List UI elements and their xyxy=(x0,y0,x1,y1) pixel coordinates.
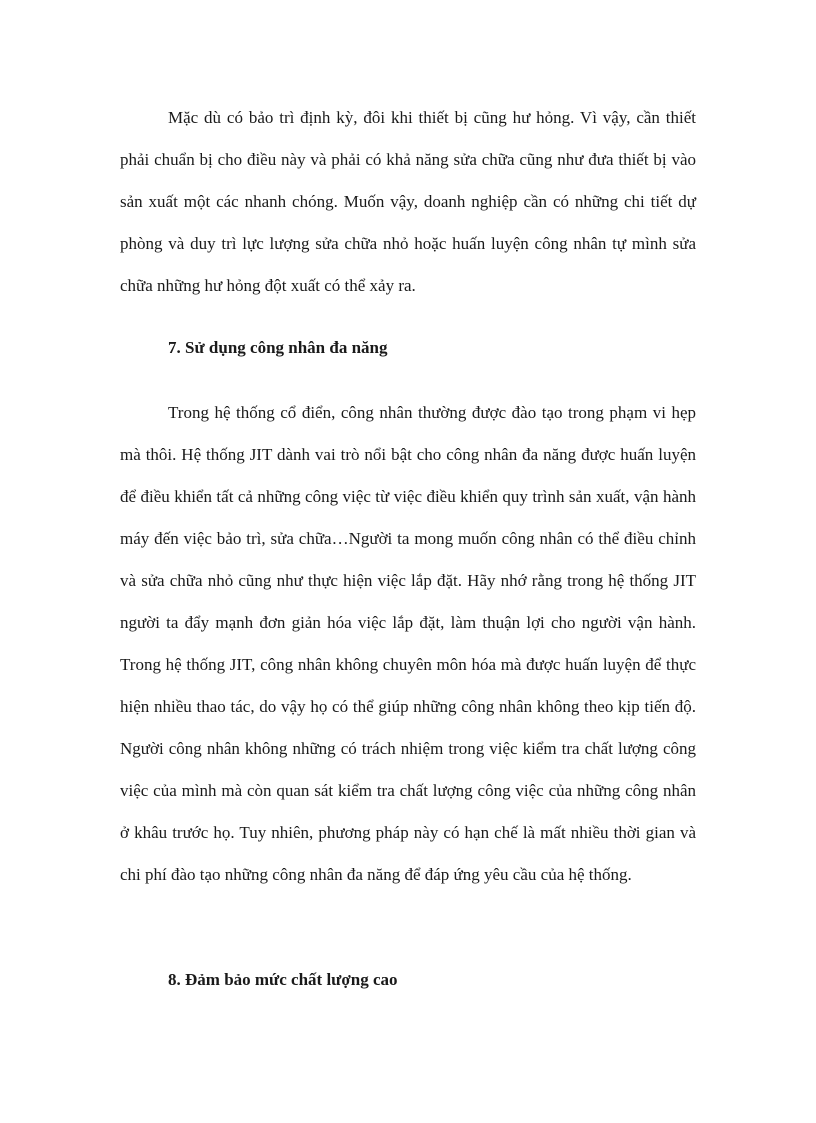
paragraph-text: Trong hệ thống cổ điển, công nhân thường được đào tạo trong phạm vi hẹp mà thôi. Hệ thống JIT dành vai trò nổi bật cho công nhân đa năng được huấn luyện để điều khiển tất cả những công việc từ việc điều khiển quy trình sản xuất, vận hành máy đến việc bảo trì, sửa chữa…Người ta mong muốn công nhân có thể điều chỉnh và sửa chữa nhỏ cũng như thực hiện việc lắp đặt. Hãy nhớ rằng trong hệ thống JIT người ta đẩy mạnh đơn giản hóa việc lắp đặt, làm thuận lợi cho người vận hành. Trong hệ thống JIT, công nhân không chuyên môn hóa mà được huấn luyện để thực hiện nhiều thao tác, do vậy họ có thể giúp những công nhân không theo kịp tiến độ. Người công nhân không những có trách nhiệm trong việc kiểm tra chất lượng công việc của mình mà còn quan sát kiểm tra chất lượng công việc của những công nhân ở khâu trước họ. Tuy nhiên, phương pháp này có hạn chế là mất nhiều thời gian và chi phí đào tạo những công nhân đa năng để đáp ứng yêu cầu của hệ thống. xyxy=(120,403,696,884)
heading-text: 8. Đảm bảo mức chất lượng cao xyxy=(168,970,398,989)
paragraph-maintenance-preparation xyxy=(120,97,696,307)
heading-text: 7. Sử dụng công nhân đa năng xyxy=(168,338,388,357)
section-heading-7 xyxy=(120,336,696,360)
paragraph-text: Mặc dù có bảo trì định kỳ, đôi khi thiết bị cũng hư hỏng. Vì vậy, cần thiết phải chuẩn bị cho điều này và phải có khả năng sửa chữa cũng như đưa thiết bị vào sản xuất một các nhanh chóng. Muốn vậy, doanh nghiệp cần có những chi tiết dự phòng và duy trì lực lượng sửa chữa nhỏ hoặc huấn luyện công nhân tự mình sửa chữa những hư hỏng đột xuất có thể xảy ra. xyxy=(120,108,696,295)
section-heading-8 xyxy=(120,968,696,992)
paragraph-multiskilled-workers xyxy=(120,392,696,896)
